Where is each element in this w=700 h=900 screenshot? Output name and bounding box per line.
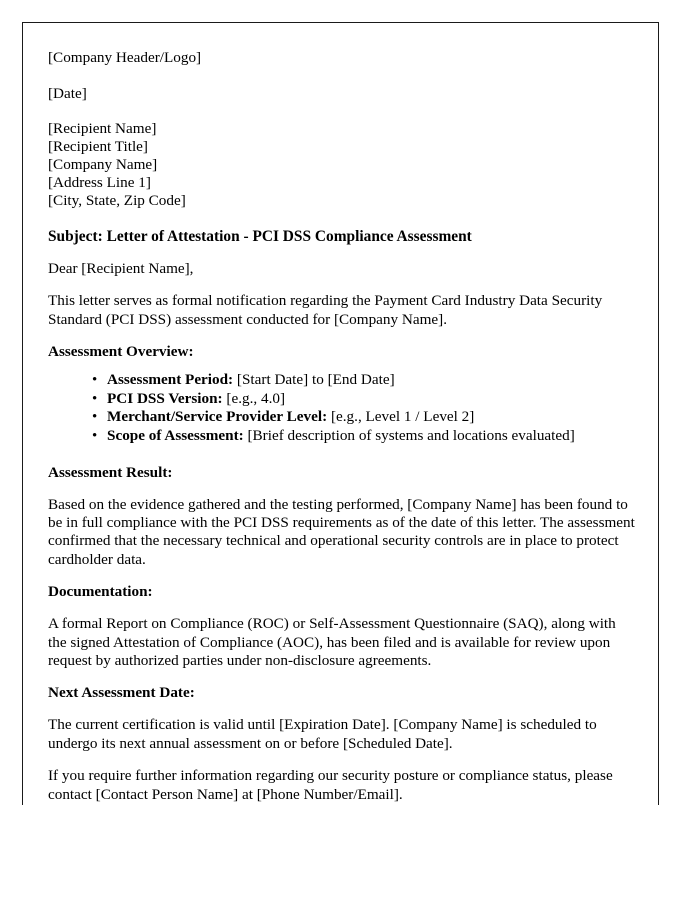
recipient-address-block <box>48 120 636 210</box>
recipient-title: [Recipient Title] <box>48 138 148 155</box>
recipient-city-state-zip: [City, State, Zip Code] <box>48 192 186 209</box>
bullet-value: [e.g., Level 1 / Level 2] <box>330 408 475 426</box>
documentation-paragraph: A formal Report on Compliance (ROC) or Self-Assessment Questionnaire (SAQ), along with the signed Attestation of Compliance (AOC), has been filed and is available for review upon request by authorized parties under non-disclosure agreements. <box>48 615 616 670</box>
contact-paragraph: If you require further information regarding our security posture or compliance status, please contact [Contact Person Name] at [Phone Number/Email]. <box>48 767 613 803</box>
spacer <box>48 601 636 615</box>
spacer <box>48 278 636 292</box>
date-placeholder: [Date] <box>48 84 87 102</box>
bullet-label: Assessment Period: <box>107 371 234 389</box>
next-assessment-heading: Next Assessment Date: <box>48 684 195 702</box>
spacer <box>48 329 636 343</box>
spacer <box>48 102 636 120</box>
bullet-label: Scope of Assessment: <box>107 427 244 444</box>
spacer <box>48 210 636 228</box>
document-page <box>22 22 659 805</box>
assessment-overview-list <box>48 371 636 445</box>
salutation: Dear [Recipient Name], <box>48 260 194 277</box>
subject-line: Subject: Letter of Attestation - PCI DSS Compliance Assessment <box>48 228 472 245</box>
spacer <box>48 702 636 716</box>
list-item <box>92 371 636 390</box>
spacer <box>48 361 636 371</box>
documentation-heading: Documentation: <box>48 583 153 601</box>
spacer <box>48 670 636 684</box>
spacer <box>48 482 636 496</box>
assessment-result-heading: Assessment Result: <box>48 463 173 481</box>
document-body <box>23 23 658 804</box>
bullet-label: Merchant/Service Provider Level: <box>107 408 328 426</box>
bullet-value: [Start Date] to [End Date] <box>236 371 395 389</box>
bullet-value: [Brief description of systems and locations evaluated] <box>247 427 575 444</box>
spacer <box>48 246 636 260</box>
list-item <box>92 408 636 427</box>
spacer <box>48 67 636 85</box>
bullet-label: PCI DSS Version: <box>107 389 223 407</box>
next-assessment-paragraph: The current certification is valid until [Expiration Date]. [Company Name] is scheduled to undergo its next annual assessment on or before [Scheduled Date]. <box>48 716 597 752</box>
spacer <box>48 569 636 583</box>
recipient-company: [Company Name] <box>48 156 158 173</box>
spacer <box>48 446 636 464</box>
list-item <box>92 390 636 409</box>
assessment-overview-heading: Assessment Overview: <box>48 343 194 361</box>
recipient-name: [Recipient Name] <box>48 120 157 137</box>
recipient-address-line-1: [Address Line 1] <box>48 174 151 191</box>
bullet-value: [e.g., 4.0] <box>226 389 286 407</box>
spacer <box>48 753 636 767</box>
intro-paragraph: This letter serves as formal notification regarding the Payment Card Industry Data Security Standard (PCI DSS) assessment conducted for [Company Name]. <box>48 292 603 328</box>
company-header-placeholder: [Company Header/Logo] <box>48 49 202 66</box>
assessment-result-paragraph: Based on the evidence gathered and the testing performed, [Company Name] has been found to be in full compliance with the PCI DSS requirements as of the date of this letter. The assessment confirmed that the necessary technical and operational security controls are in place to protect cardholder data. <box>48 495 635 568</box>
list-item <box>92 427 636 446</box>
